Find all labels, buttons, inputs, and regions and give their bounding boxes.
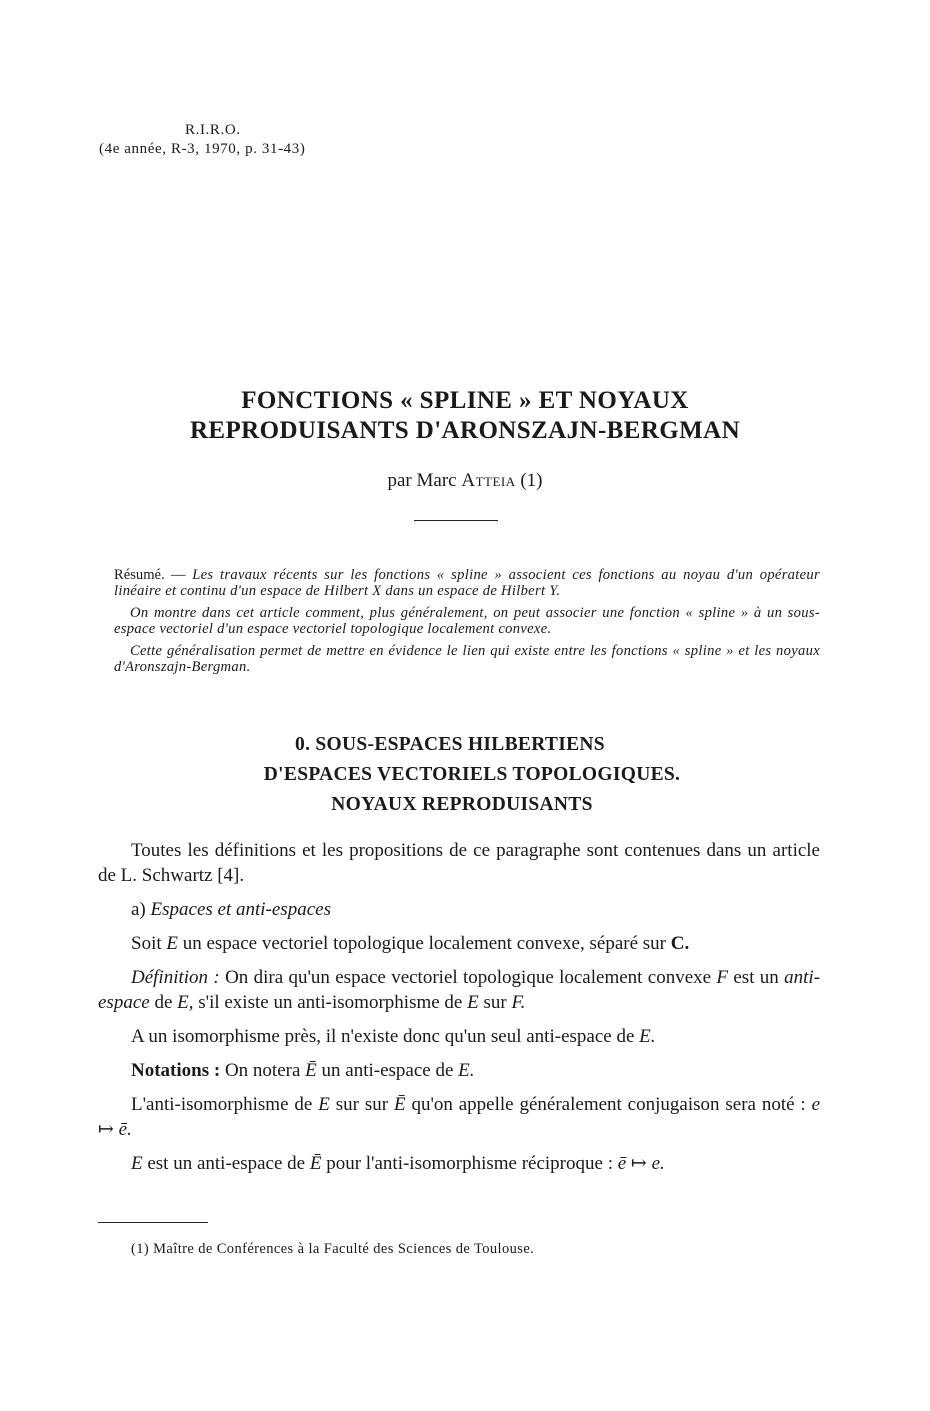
abstract: [114, 567, 820, 681]
section-heading-line-2: D'ESPACES VECTORIELS TOPOLOGIQUES.: [263, 764, 681, 785]
section-heading-line-3: NOYAUX REPRODUISANTS: [331, 794, 593, 815]
author-name: Atteia: [461, 470, 516, 491]
section-heading-line-1: 0. SOUS-ESPACES HILBERTIENS: [295, 734, 605, 755]
subsection-heading: a) Espaces et anti-espaces: [131, 899, 331, 920]
author-prefix: par Marc: [387, 470, 457, 491]
paragraph-soit: Soit E un espace vectoriel topologique localement convexe, séparé sur C.: [131, 933, 690, 954]
journal-name: R.I.R.O.: [185, 122, 241, 138]
paper-title: [0, 386, 930, 446]
body-text: [98, 838, 820, 1176]
footnote-divider: [98, 1222, 208, 1223]
author-footnote-ref: (1): [520, 470, 543, 491]
journal-header: [99, 121, 306, 159]
paragraph-isomorphism: A un isomorphisme près, il n'existe donc qu'un seul anti-espace de E.: [131, 1026, 656, 1047]
abstract-label: Résumé. —: [114, 567, 186, 583]
section-heading: [0, 730, 930, 820]
title-divider: [414, 520, 498, 521]
paragraph-intro: Toutes les définitions et les propositions de ce paragraphe sont contenues dans un article de L. Schwartz [4].: [98, 840, 820, 886]
footnote: (1) Maître de Conférences à la Faculté des Sciences de Toulouse.: [131, 1241, 535, 1257]
author-line: [0, 470, 930, 492]
abstract-paragraph-3: Cette généralisation permet de mettre en évidence le lien qui existe entre les fonctions « spline » et les noyaux d'Aronszajn-Bergman.: [114, 643, 820, 675]
journal-issue: (4e année, R-3, 1970, p. 31-43): [99, 141, 306, 157]
title-line-1: FONCTIONS « SPLINE » ET NOYAUX: [241, 387, 689, 414]
abstract-paragraph-1: Résumé. — Les travaux récents sur les fonctions « spline » associent ces fonctions au noyau d'un opérateur linéaire et continu d'un espace de Hilbert X dans un espace de Hilbert Y.: [114, 567, 820, 599]
paragraph-notations: Notations : On notera Ē un anti-espace de E.: [131, 1060, 475, 1081]
notations-label: Notations :: [131, 1060, 221, 1081]
title-line-2: REPRODUISANTS D'ARONSZAJN-BERGMAN: [189, 417, 741, 444]
abstract-paragraph-2: On montre dans cet article comment, plus généralement, on peut associer une fonction « spline » à un sous-espace vectoriel d'un espace vectoriel topologique localement convexe.: [114, 605, 820, 637]
paragraph-conjugation: L'anti-isomorphisme de E sur sur Ē qu'on appelle généralement conjugaison sera noté : e ↦ ē.: [98, 1094, 821, 1140]
paragraph-definition: Définition : On dira qu'un espace vectoriel topologique localement convexe F est un anti-espace de E, s'il existe un anti-isomorphisme de E sur F.: [98, 967, 821, 1013]
definition-label: Définition :: [131, 967, 220, 988]
paragraph-reciprocal: E est un anti-espace de Ē pour l'anti-isomorphisme réciproque : ē ↦ e.: [131, 1153, 665, 1174]
